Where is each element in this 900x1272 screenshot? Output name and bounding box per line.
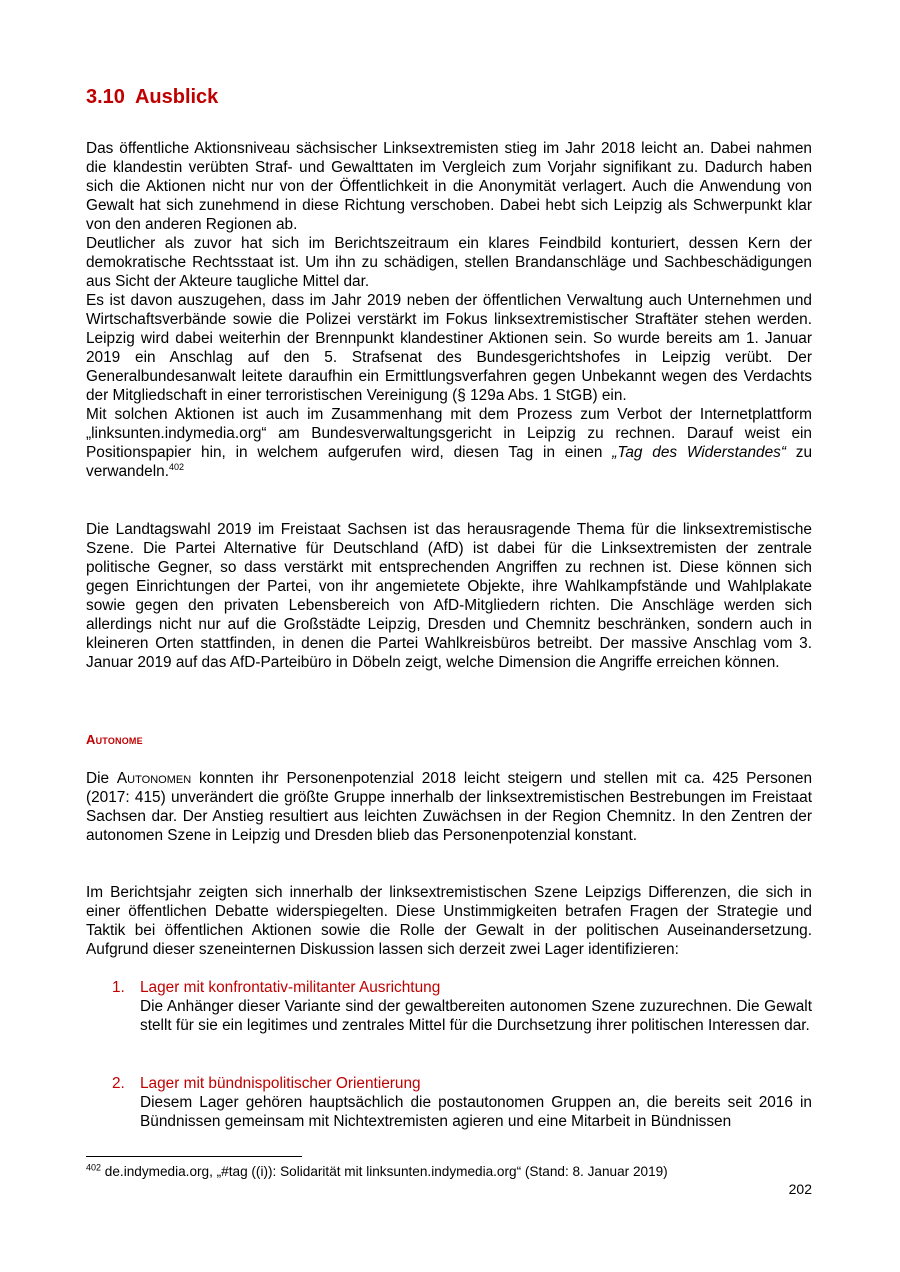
- p6-lead: Die: [86, 770, 117, 787]
- paragraph-5: Die Landtagswahl 2019 im Freistaat Sachsen ist das herausragende Thema für die linksextremistische Szene. Die Partei Alternative für Deutschland (AfD) ist dabei für die Linksextremisten der zentrale politische Gegner, so dass verstärkt mit entsprechenden Angriffen zu rechnen ist. Diese können sich gegen Einrichtungen der Partei, von ihr angemietete Objekte, ihre Wahlkampfstände und Wahlplakate sowie gegen den privaten Lebensbereich von AfD-Mitgliedern richten. Die Anschläge werden sich allerdings nicht nur auf die Großstädte Leipzig, Dresden und Chemnitz beschränken, sondern auch in kleineren Orten stattfinden, in denen die Partei Wahlkreisbüros betreibt. Der massive Anschlag vom 3. Januar 2019 auf das AfD-Parteibüro in Döbeln zeigt, welche Dimension die Angriffe erreichen können.: [86, 521, 812, 671]
- footnote-ref: 402: [169, 461, 185, 472]
- list-item-title: [112, 1074, 812, 1093]
- footnote-divider: [86, 1156, 302, 1157]
- p6-smallcaps: Autonomen: [116, 770, 192, 787]
- heading-title: Ausblick: [134, 86, 219, 108]
- list-item-number: 2.: [112, 1075, 125, 1092]
- p4-end: zu verwandeln.: [86, 444, 813, 480]
- list-item-body: Diesem Lager gehören hauptsächlich die postautonomen Gruppen an, die bereits seit 2016 in Bündnissen gemeinsam mit Nichtextremisten agieren und eine Mitarbeit in Bündnissen: [140, 1094, 812, 1130]
- paragraph-2: Deutlicher als zuvor hat sich im Berichtszeitraum ein klares Feindbild konturiert, dessen Kern der demokratische Rechtsstaat ist. Um ihn zu schädigen, stellen Brandanschläge und Sachbeschädigungen aus Sicht der Akteure taugliche Mittel dar.: [86, 235, 812, 290]
- list-item: [112, 1074, 812, 1131]
- list-item-heading: Lager mit konfrontativ-militanter Ausrichtung: [140, 979, 441, 996]
- list-item-number: 1.: [112, 979, 125, 996]
- autonome-block: [86, 769, 812, 845]
- paragraph-6: [86, 769, 812, 845]
- page-number: 202: [788, 1181, 812, 1197]
- list-item-heading: Lager mit bündnispolitischer Orientierung: [140, 1075, 421, 1092]
- paragraph-1: Das öffentliche Aktionsniveau sächsischer Linksextremisten stieg im Jahr 2018 leicht an. Dabei nahmen die klandestin verübten Straf- und Gewalttaten im Vergleich zum Vorjahr signifikant zu. Dadurch haben sich die Aktionen nicht nur von der Öffentlichkeit in die Anonymität verlagert. Auch die Anwendung von Gewalt hat sich zunehmend in diese Richtung verschoben. Dabei hebt sich Leipzig als Schwerpunkt klar von den anderen Regionen ab.: [86, 140, 812, 233]
- paragraph-3: Es ist davon auszugehen, dass im Jahr 2019 neben der öffentlichen Verwaltung auch Unternehmen und Wirtschaftsverbände sowie die Polizei verstärkt im Fokus linksextremistischer Straftäter stehen werden. Leipzig wird dabei weiterhin der Brennpunkt klandestiner Aktionen sein. So wurde bereits am 1. Januar 2019 ein Anschlag auf den 5. Strafsenat des Bundesgerichtshofes in Leipzig verübt. Der Generalbundesanwalt leitete daraufhin ein Ermittlungsverfahren gegen Unbekannt wegen des Verdachts der Mitgliedschaft in einer terroristischen Vereinigung (§ 129a Abs. 1 StGB) ein.: [86, 292, 812, 404]
- footnote-text: de.indymedia.org, „#tag ((i)): Solidarität mit linksunten.indymedia.org“ (Stand: 8. Januar 2019): [101, 1164, 668, 1179]
- list-item: [112, 978, 812, 1035]
- p4-italic: „Tag des Widerstandes“: [612, 444, 786, 461]
- heading-number: 3.10: [86, 86, 125, 108]
- list-item-title: [112, 978, 812, 997]
- footnote: [86, 1163, 668, 1181]
- election-block: [86, 520, 812, 672]
- paragraph-4: [86, 405, 812, 481]
- subsection-heading: Autonome: [86, 732, 143, 747]
- paragraph-7: Im Berichtsjahr zeigten sich innerhalb der linksextremistischen Szene Leipzigs Differenzen, die sich in einer öffentlichen Debatte widerspiegelten. Diese Unstimmigkeiten betrafen Fragen der Strategie und Taktik bei öffentlichen Aktionen sowie die Rolle der Gewalt in der politischen Auseinandersetzung. Aufgrund dieser szeneinternen Diskussion lassen sich derzeit zwei Lager identifizieren:: [86, 884, 812, 958]
- debate-block: [86, 883, 812, 959]
- list-item-body: Die Anhänger dieser Variante sind der gewaltbereiten autonomen Szene zuzurechnen. Die Gewalt stellt für sie ein legitimes und zentrales Mittel für die Durchsetzung ihrer politischen Interessen dar.: [140, 998, 812, 1034]
- p4-text: Mit solchen Aktionen ist auch im Zusammenhang mit dem Prozess zum Verbot der Internetplattform „linksunten.indymedia.org“ am Bundesverwaltungsgericht in Leipzig zu rechnen. Darauf weist ein Positionspapier hin, in welchem aufgerufen wird, diesen Tag in einen: [86, 406, 812, 461]
- footnote-number: 402: [86, 1162, 102, 1173]
- section-heading: [86, 86, 218, 109]
- p6-rest: konnten ihr Personenpotenzial 2018 leicht steigern und stellen mit ca. 425 Personen (2017: 415) unverändert die größte Gruppe innerhalb der linksextremistischen Bestrebungen im Freistaat Sachsen dar. Der Anstieg resultiert aus leichten Zuwächsen in der Region Chemnitz. In den Zentren der autonomen Szene in Leipzig und Dresden blieb das Personenpotenzial konstant.: [86, 770, 813, 844]
- intro-block: [86, 139, 812, 481]
